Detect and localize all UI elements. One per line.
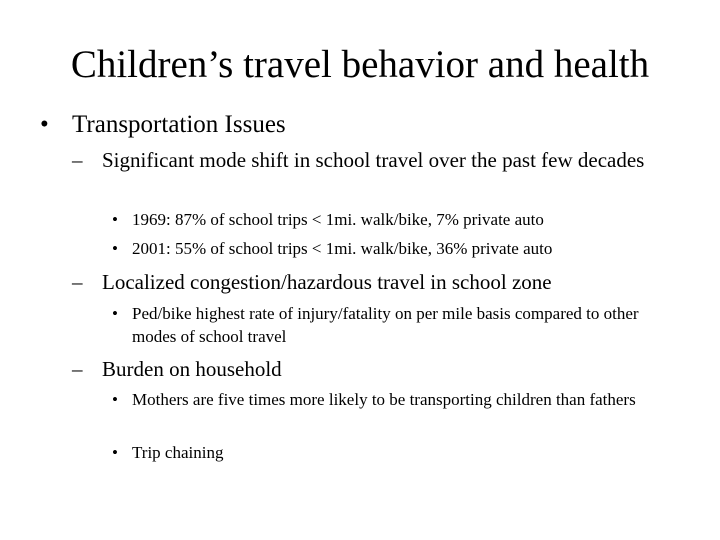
dash-icon: – [72, 357, 83, 381]
detail-text: 2001: 55% of school trips < 1mi. walk/bike, 36% private auto [132, 239, 553, 258]
detail-text: Trip chaining [132, 443, 224, 462]
bullet-icon: • [112, 390, 118, 409]
slide-title: Children’s travel behavior and health [70, 43, 650, 86]
detail-text: 1969: 87% of school trips < 1mi. walk/bike, 7% private auto [132, 210, 544, 229]
subpoint-mode-shift [72, 146, 692, 174]
detail-1969 [112, 208, 682, 231]
bullet-icon: • [112, 239, 118, 258]
detail-injury-rate [112, 302, 682, 348]
subpoint-text: Burden on household [102, 357, 282, 381]
bullet-icon: • [112, 443, 118, 462]
detail-text: Ped/bike highest rate of injury/fatality on per mile basis compared to other modes of school travel [132, 304, 639, 346]
dash-icon: – [72, 270, 83, 294]
bullet-text: Transportation Issues [72, 111, 286, 138]
bullet-icon: • [40, 111, 49, 138]
detail-trip-chaining [112, 441, 682, 464]
detail-mothers [112, 388, 682, 411]
bullet-icon: • [112, 210, 118, 229]
subpoint-congestion [72, 268, 692, 296]
bullet-icon: • [112, 304, 118, 323]
subpoint-household-burden [72, 355, 692, 383]
subpoint-text: Localized congestion/hazardous travel in school zone [102, 270, 552, 294]
subpoint-text: Significant mode shift in school travel over the past few decades [102, 148, 645, 172]
dash-icon: – [72, 148, 83, 172]
detail-2001 [112, 237, 682, 260]
detail-text: Mothers are five times more likely to be transporting children than fathers [132, 390, 636, 409]
